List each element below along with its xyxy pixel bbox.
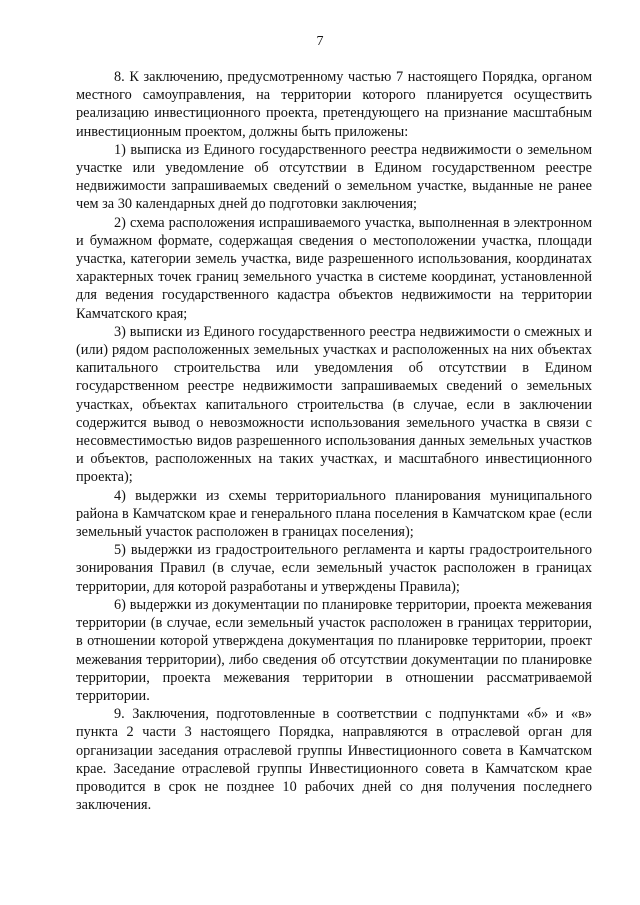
paragraph-8-item-6: 6) выдержки из документации по планировке территории, проекта межевания территории (в случае, если земельный участок расположен в границах территории, в отношении которой утверждена документация по планировке территории, проект межевания территории), либо сведения об отсутствии документации по планировке территории, проекта межевания территории в отношении рассматриваемой территории.: [76, 596, 592, 704]
page-number: 7: [316, 34, 324, 49]
paragraph-8-item-3: 3) выписки из Единого государственного реестра недвижимости о смежных и (или) рядом расположенных земельных участках и расположенных на них объектах капитального строительства или уведомления об отсутствии в Едином государственном реестре недвижимости запрашиваемых сведений о земельных участках, объектах капитального строительства (в случае, если в заключении содержится вывод о невозможности использования земельного участка в связи с несовместимостью видов разрешенного использования данных земельных участков и объектов, расположенных на таких участках, и масштабного инвестиционного проекта);: [76, 323, 592, 486]
paragraph-8-item-4: 4) выдержки из схемы территориального планирования муниципального района в Камчатском крае и генерального плана поселения в Камчатском крае (если земельный участок расположен в границах поселения);: [76, 487, 592, 541]
paragraph-8-item-5: 5) выдержки из градостроительного регламента и карты градостроительного зонирования Правил (в случае, если земельный участок расположен в границах территории, для которой разработаны и утверждены Правила);: [76, 542, 592, 595]
paragraph-8-item-1: 1) выписка из Единого государственного реестра недвижимости о земельном участке или уведомление об отсутствии в Едином государственном реестре недвижимости запрашиваемых сведений о земельном участке, выданные не ранее чем за 30 календарных дней до подготовки заключения;: [76, 141, 592, 213]
document-body: [76, 68, 592, 814]
paragraph-8: 8. К заключению, предусмотренному частью 7 настоящего Порядка, органом местного самоуправления, на территории которого планируется осуществить реализацию инвестиционного проекта, претендующего на признание масштабным инвестиционным проектом, должны быть приложены:: [76, 69, 592, 140]
paragraph-9: 9. Заключения, подготовленные в соответствии с подпунктами «б» и «в» пункта 2 части 3 настоящего Порядка, направляются в отраслевой орган для организации заседания отраслевой группы Инвестиционного совета в Камчатском крае. Заседание отраслевой группы Инвестиционного совета в Камчатском крае проводится в срок не позднее 10 рабочих дней со дня получения последнего заключения.: [76, 706, 592, 814]
paragraph-8-item-2: 2) схема расположения испрашиваемого участка, выполненная в электронном и бумажном формате, содержащая сведения о местоположении участка, площади участка, категории земель участка, виде разрешенного использования, координатах характерных точек границ земельного участка в системе координат, установленной для ведения государственного кадастра объектов недвижимости на территории Камчатского края;: [76, 214, 592, 322]
